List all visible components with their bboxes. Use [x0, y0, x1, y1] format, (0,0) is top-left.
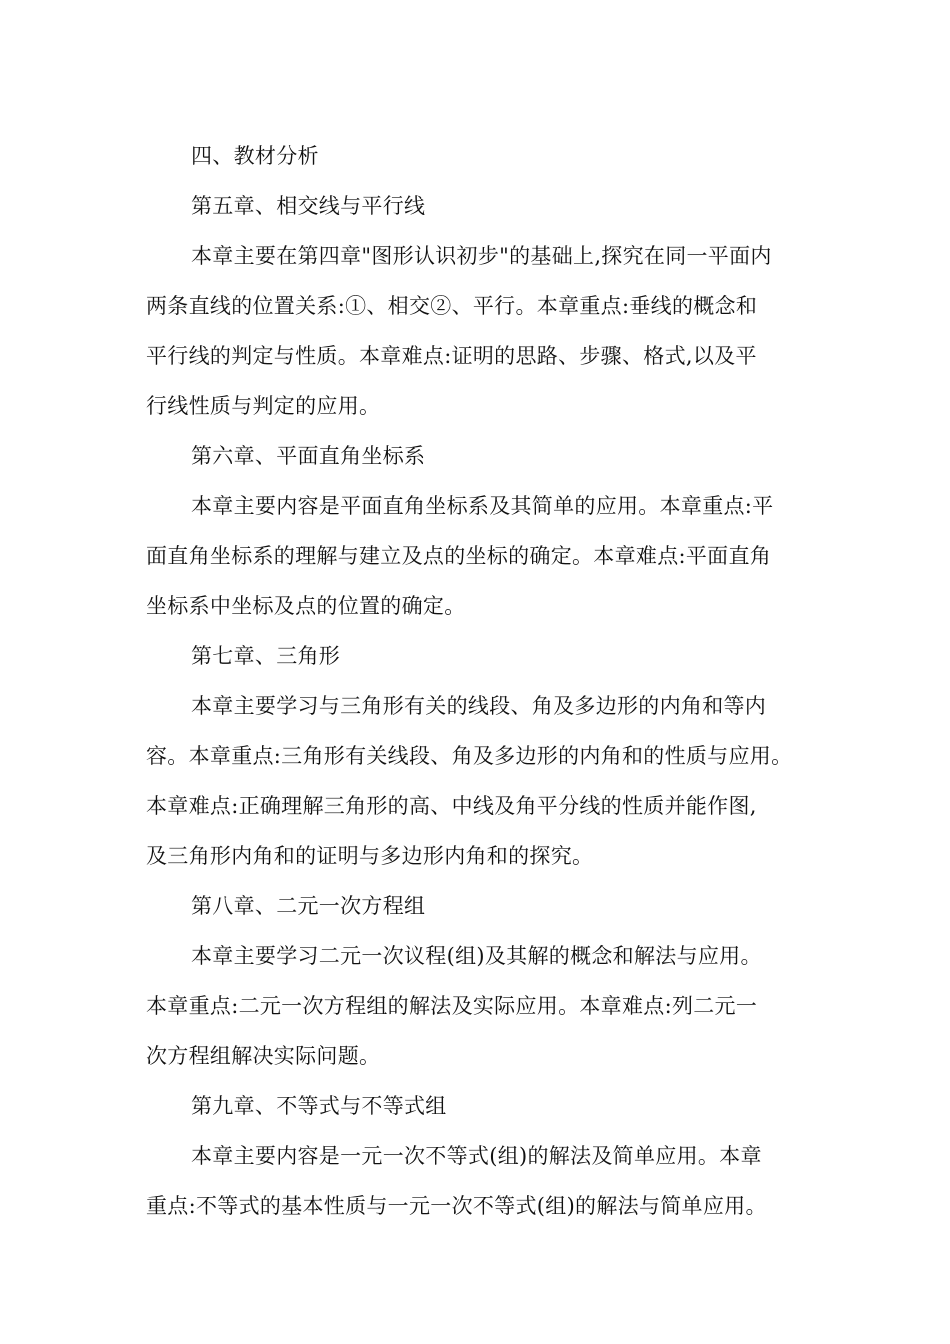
chapter-7-text-line: 及三角形内角和的证明与多边形内角和的探究。 — [146, 844, 594, 868]
chapter-8-text-line: 次方程组解决实际问题。 — [146, 1044, 381, 1068]
chapter-5-text-line: 本章主要在第四章"图形认识初步"的基础上,探究在同一平面内 — [191, 244, 772, 268]
chapter-6-text-line: 坐标系中坐标及点的位置的确定。 — [146, 594, 466, 618]
chapter-7-text-line: 本章主要学习与三角形有关的线段、角及多边形的内角和等内 — [191, 694, 767, 718]
chapter-6-text-line: 面直角坐标系的理解与建立及点的坐标的确定。本章难点:平面直角 — [146, 544, 772, 568]
chapter-8-text-line: 本章主要学习二元一次议程(组)及其解的概念和解法与应用。 — [191, 944, 762, 968]
chapter-5-text-line: 行线性质与判定的应用。 — [146, 394, 381, 418]
chapter-8-text-line: 本章重点:二元一次方程组的解法及实际应用。本章难点:列二元一 — [146, 994, 758, 1018]
chapter-7-text-line: 本章难点:正确理解三角形的高、中线及角平分线的性质并能作图, — [146, 794, 757, 818]
chapter-9-heading: 第九章、不等式与不等式组 — [191, 1094, 447, 1118]
chapter-5-text-line: 平行线的判定与性质。本章难点:证明的思路、步骤、格式,以及平 — [146, 344, 757, 368]
chapter-9-text-line: 本章主要内容是一元一次不等式(组)的解法及简单应用。本章 — [191, 1144, 762, 1168]
chapter-9-text-line: 重点:不等式的基本性质与一元一次不等式(组)的解法与简单应用。 — [146, 1194, 767, 1218]
chapter-6-text-line: 本章主要内容是平面直角坐标系及其简单的应用。本章重点:平 — [191, 494, 774, 518]
chapter-6-heading: 第六章、平面直角坐标系 — [191, 444, 426, 468]
section-heading: 四、教材分析 — [191, 144, 319, 168]
chapter-7-text-line: 容。本章重点:三角形有关线段、角及多边形的内角和的性质与应用。 — [146, 744, 793, 768]
chapter-7-heading: 第七章、三角形 — [191, 644, 341, 668]
chapter-5-text-line: 两条直线的位置关系:①、相交②、平行。本章重点:垂线的概念和 — [146, 294, 758, 318]
chapter-5-heading: 第五章、相交线与平行线 — [191, 194, 426, 218]
document-body — [146, 131, 811, 1231]
chapter-8-heading: 第八章、二元一次方程组 — [191, 894, 426, 918]
